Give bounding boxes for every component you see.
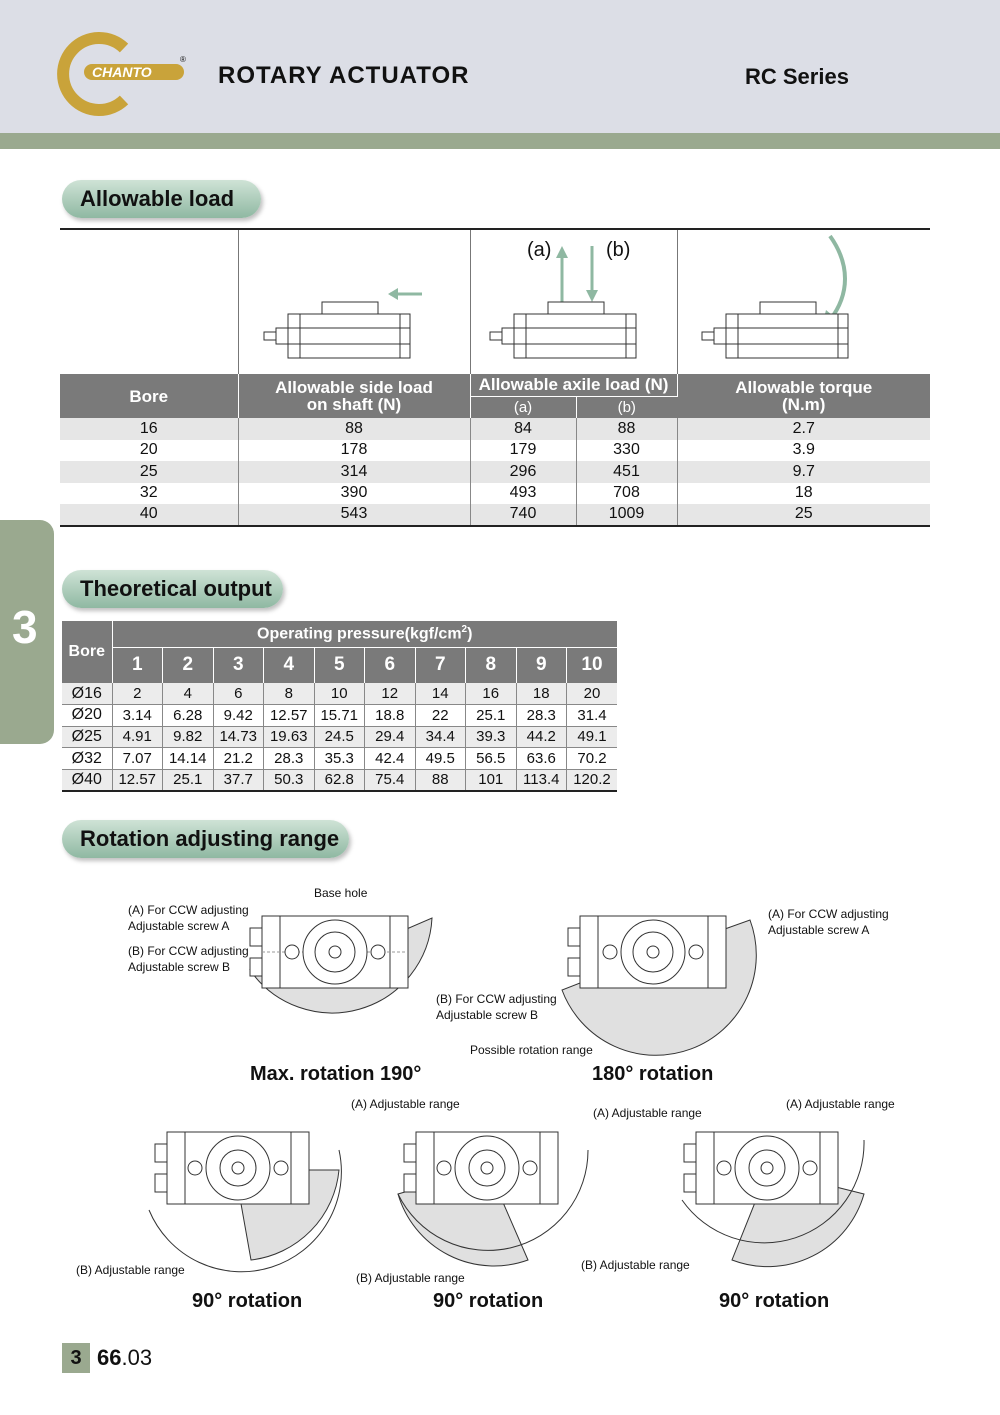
table-cell: 14.73 xyxy=(213,726,264,748)
table-cell: 20 xyxy=(60,440,238,462)
chapter-side-tab xyxy=(0,520,54,744)
table-cell: 708 xyxy=(576,483,677,505)
rot90-2-caption: 90° rotation xyxy=(433,1290,544,1312)
table-cell: 88 xyxy=(238,418,470,440)
max-rotation-190-diagram xyxy=(240,900,450,1060)
footer-page-number: 66.03 xyxy=(97,1345,153,1370)
table-cell: 178 xyxy=(238,440,470,462)
table-cell: 543 xyxy=(238,504,470,526)
table-cell: 88 xyxy=(576,418,677,440)
header-pressure: 2 xyxy=(163,647,214,683)
header-torque: Allowable torque (N.m) xyxy=(677,374,930,418)
rot90-2-b-label: (B) Adjustable range xyxy=(356,1271,465,1285)
table-cell: 390 xyxy=(238,483,470,505)
header-side-load: Allowable side load on shaft (N) xyxy=(238,374,470,418)
table-cell: 493 xyxy=(470,483,576,505)
table-cell: 3.9 xyxy=(792,441,815,459)
table-cell: 296 xyxy=(470,461,576,483)
table-row xyxy=(62,748,617,770)
table-cell: 9.82 xyxy=(163,726,214,748)
table-cell: Ø20 xyxy=(62,705,112,727)
table-cell: 25.1 xyxy=(466,705,517,727)
footer-chapter-box: 3 xyxy=(62,1343,90,1373)
rot90-3-caption: 90° rotation xyxy=(719,1290,830,1312)
table-cell: 44.2 xyxy=(516,726,567,748)
table-cell: 75.4 xyxy=(365,769,416,791)
table-cell: 12 xyxy=(365,683,416,705)
table-cell: 6.28 xyxy=(163,705,214,727)
rot90-1-b-label: (B) Adjustable range xyxy=(76,1263,185,1277)
max190-screw-a-label: (A) For CCW adjusting Adjustable screw A xyxy=(128,903,249,933)
table-cell: 42.4 xyxy=(365,748,416,770)
header-pressure: 4 xyxy=(264,647,315,683)
rot90-3-a-label: (A) Adjustable range xyxy=(786,1097,895,1111)
rot180-caption: 180° rotation xyxy=(592,1063,714,1085)
header-axile-a: (a) xyxy=(470,396,576,418)
table-row xyxy=(60,418,930,440)
table-cell: 9.42 xyxy=(213,705,264,727)
rot90-1-caption: 90° rotation xyxy=(192,1290,303,1312)
chapter-number: 3 xyxy=(12,601,38,653)
rot90-3-b-label: (B) Adjustable range xyxy=(581,1258,690,1272)
table-cell: 70.2 xyxy=(567,748,618,770)
table-row xyxy=(60,483,930,505)
table-cell: 62.8 xyxy=(314,769,365,791)
table-cell: 113.4 xyxy=(516,769,567,791)
table-cell: 24.5 xyxy=(314,726,365,748)
table-row xyxy=(62,769,617,791)
table-cell: 14 xyxy=(415,683,466,705)
rotation-90-diagram-3 xyxy=(668,1120,878,1270)
table-row xyxy=(60,440,930,462)
table-cell: 37.7 xyxy=(213,769,264,791)
header-pressure: 6 xyxy=(365,647,416,683)
table-cell: 29.4 xyxy=(365,726,416,748)
base-hole-label: Base hole xyxy=(314,886,368,900)
header-pressure: 10 xyxy=(567,647,618,683)
svg-text:®: ® xyxy=(180,55,186,64)
chanto-logo xyxy=(62,34,192,114)
side-load-actuator-illustration xyxy=(262,298,462,360)
theoretical-output-table xyxy=(62,621,617,792)
header-stripe xyxy=(0,133,1000,149)
table-cell: 1009 xyxy=(576,504,677,526)
logo-brand-text: CHANTO xyxy=(92,64,152,80)
table-cell: 49.1 xyxy=(567,726,618,748)
table-cell: 50.3 xyxy=(264,769,315,791)
header-pressure: 5 xyxy=(314,647,365,683)
table-cell: 14.14 xyxy=(163,748,214,770)
arrow-a-label: (a) xyxy=(527,239,552,261)
table-cell: 2 xyxy=(112,683,163,705)
table-cell: 4.91 xyxy=(112,726,163,748)
table-cell: 16 xyxy=(60,418,238,440)
table-cell: 314 xyxy=(238,461,470,483)
table-cell: 12.57 xyxy=(112,769,163,791)
section-title-rotation-range: Rotation adjusting range xyxy=(62,820,349,858)
max190-caption: Max. rotation 190° xyxy=(250,1063,422,1085)
table-cell: 35.3 xyxy=(314,748,365,770)
table-cell: 28.3 xyxy=(264,748,315,770)
table-cell: 10 xyxy=(314,683,365,705)
table-cell: 25 xyxy=(60,461,238,483)
table-cell: 3.14 xyxy=(112,705,163,727)
rotation-180-diagram xyxy=(552,900,762,1060)
axile-load-actuator-illustration xyxy=(488,239,688,364)
section-title-theoretical-output: Theoretical output xyxy=(62,570,283,608)
rot180-screw-a-label: (A) For CCW adjusting Adjustable screw A xyxy=(768,907,889,937)
table-row xyxy=(62,705,617,727)
table-cell: 49.5 xyxy=(415,748,466,770)
table-cell: Ø40 xyxy=(62,769,112,791)
table-cell: 4 xyxy=(163,683,214,705)
table-row xyxy=(62,726,617,748)
table-cell: 12.57 xyxy=(264,705,315,727)
table-cell: 40 xyxy=(60,504,238,526)
table-cell: 101 xyxy=(466,769,517,791)
series-label: RC Series xyxy=(745,64,849,89)
table-cell: 31.4 xyxy=(567,705,618,727)
table-cell: 25 xyxy=(677,504,930,526)
table-cell: 20 xyxy=(567,683,618,705)
load-illustrations xyxy=(60,228,930,374)
table-cell: 451 xyxy=(576,461,677,483)
torque-actuator-illustration xyxy=(700,234,920,364)
rot90-2-a-label: (A) Adjustable range xyxy=(593,1106,702,1120)
page-title: ROTARY ACTUATOR xyxy=(218,62,470,89)
header-pressure: 9 xyxy=(516,647,567,683)
table-cell: 56.5 xyxy=(466,748,517,770)
max190-screw-b-label: (B) For CCW adjusting Adjustable screw B xyxy=(128,944,249,974)
header-bore: Bore xyxy=(60,374,238,418)
header-pressure: 3 xyxy=(213,647,264,683)
table-cell: 6 xyxy=(213,683,264,705)
table-cell: 179 xyxy=(470,440,576,462)
table-cell: 22 xyxy=(415,705,466,727)
table-cell: 32 xyxy=(60,483,238,505)
table-cell: 2.7 xyxy=(677,418,930,440)
rot180-screw-b-label: (B) For CCW adjusting Adjustable screw B xyxy=(436,992,557,1022)
table-row xyxy=(60,461,930,483)
table-cell: 8 xyxy=(264,683,315,705)
arrow-b-label: (b) xyxy=(606,239,631,261)
table-cell: 28.3 xyxy=(516,705,567,727)
section-title-allowable-load: Allowable load xyxy=(62,180,261,218)
table-cell: Ø25 xyxy=(62,726,112,748)
table-cell: 18 xyxy=(794,484,813,502)
table-cell: 9.7 xyxy=(677,461,930,483)
header-operating-pressure: Operating $pressure(kgf/cm^2)$ xyxy=(112,621,617,647)
header-pressure: 7 xyxy=(415,647,466,683)
table-cell: 740 xyxy=(470,504,576,526)
header-axile-b: (b) xyxy=(576,396,677,418)
table-cell: 39.3 xyxy=(466,726,517,748)
rotation-90-diagram-2 xyxy=(384,1120,594,1270)
header-axile-load: Allowable axile load (N) xyxy=(470,374,677,396)
table-cell: 120.2 xyxy=(567,769,618,791)
table-cell: 84 xyxy=(470,418,576,440)
header-bore: Bore xyxy=(62,621,112,683)
header-pressure: 1 xyxy=(112,647,163,683)
table-cell: 16 xyxy=(466,683,517,705)
table-cell: Ø16 xyxy=(62,683,112,705)
table-cell: 25.1 xyxy=(163,769,214,791)
rotation-90-diagram-1 xyxy=(135,1120,345,1270)
allowable-load-data-table xyxy=(60,374,930,527)
header-pressure: 8 xyxy=(466,647,517,683)
table-cell: 18 xyxy=(516,683,567,705)
rot90-1-a-label: (A) Adjustable range xyxy=(351,1097,460,1111)
table-cell: 18.8 xyxy=(365,705,416,727)
allowable-load-table xyxy=(60,228,930,528)
table-row xyxy=(62,683,617,705)
table-cell: 330 xyxy=(576,440,677,462)
possible-rotation-range-label: Possible rotation range xyxy=(470,1043,593,1057)
table-cell: 15.71 xyxy=(314,705,365,727)
table-cell: 21.2 xyxy=(213,748,264,770)
table-cell: 63.6 xyxy=(516,748,567,770)
table-cell: 19.63 xyxy=(264,726,315,748)
table-cell: 7.07 xyxy=(112,748,163,770)
table-cell: 88 xyxy=(415,769,466,791)
table-cell: Ø32 xyxy=(62,748,112,770)
table-row xyxy=(60,504,930,526)
table-cell: 34.4 xyxy=(415,726,466,748)
